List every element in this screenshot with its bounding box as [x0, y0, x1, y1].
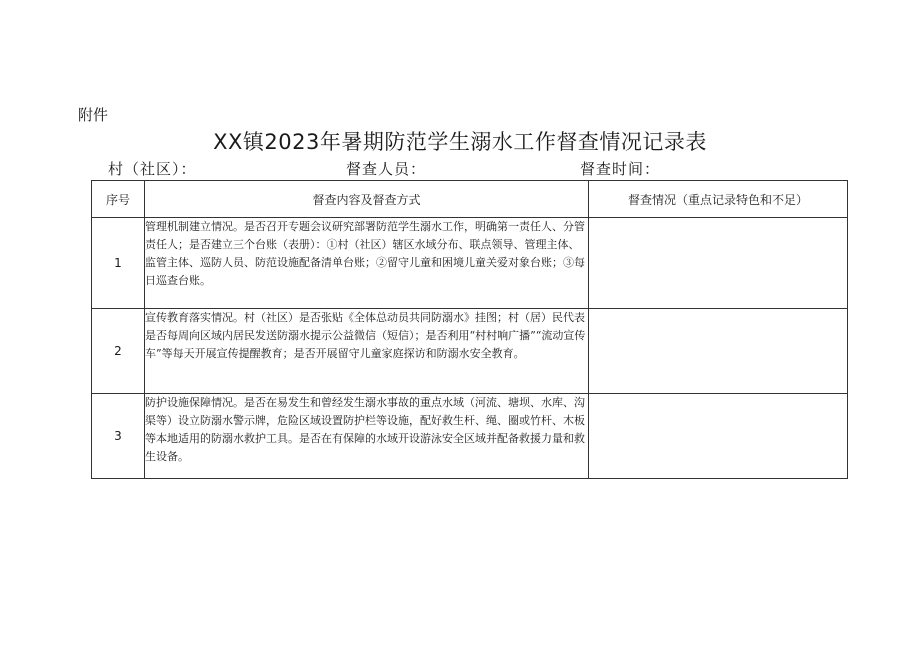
table-header-row	[92, 181, 848, 218]
document-title: XX镇2023年暑期防范学生溺水工作督查情况记录表	[213, 130, 707, 154]
row-number: 3	[92, 394, 145, 479]
row-status-cell[interactable]	[589, 394, 848, 479]
row-number: 1	[92, 218, 145, 309]
row-content: 防护设施保障情况。是否在易发生和曾经发生溺水事故的重点水域（河流、塘坝、水库、沟渠等）设立防溺水警示牌，危险区域设置防护栏等设施，配好救生杆、绳、圈或竹杆、木板等本地适用的防溺水救护工具。是否在有保障的水域开设游泳安全区域并配备救援力量和救生设备。	[145, 394, 589, 479]
table-row	[92, 218, 848, 309]
table-row	[92, 309, 848, 394]
inspector-field-label: 督查人员：	[346, 160, 427, 178]
inspection-record-table	[91, 180, 848, 479]
row-number: 2	[92, 309, 145, 394]
header-inspection-content: 督查内容及督查方式	[145, 181, 589, 218]
village-field-label: 村（社区）：	[108, 160, 197, 178]
header-inspection-status: 督查情况（重点记录特色和不足）	[589, 181, 848, 218]
row-status-cell[interactable]	[589, 309, 848, 394]
header-serial-number: 序号	[92, 181, 145, 218]
row-content: 管理机制建立情况。是否召开专题会议研究部署防范学生溺水工作，明确第一责任人、分管责任人；是否建立三个台账（表册）：①村（社区）辖区水域分布、联点领导、管理主体、监管主体、巡防人员、防范设施配备清单台账；②留守儿童和困境儿童关爱对象台账；③每日巡查台账。	[145, 218, 589, 309]
inspection-time-field-label: 督查时间：	[580, 160, 661, 178]
row-status-cell[interactable]	[589, 218, 848, 309]
row-content: 宣传教育落实情况。村（社区）是否张贴《全体总动员共同防溺水》挂图；村（居）民代表是否每周向区域内居民发送防溺水提示公益微信（短信）；是否利用“村村响广播”“流动宣传车”等每天开展宣传提醒教育；是否开展留守儿童家庭探访和防溺水安全教育。	[145, 309, 589, 394]
table-row	[92, 394, 848, 479]
attachment-label: 附件	[78, 106, 109, 124]
